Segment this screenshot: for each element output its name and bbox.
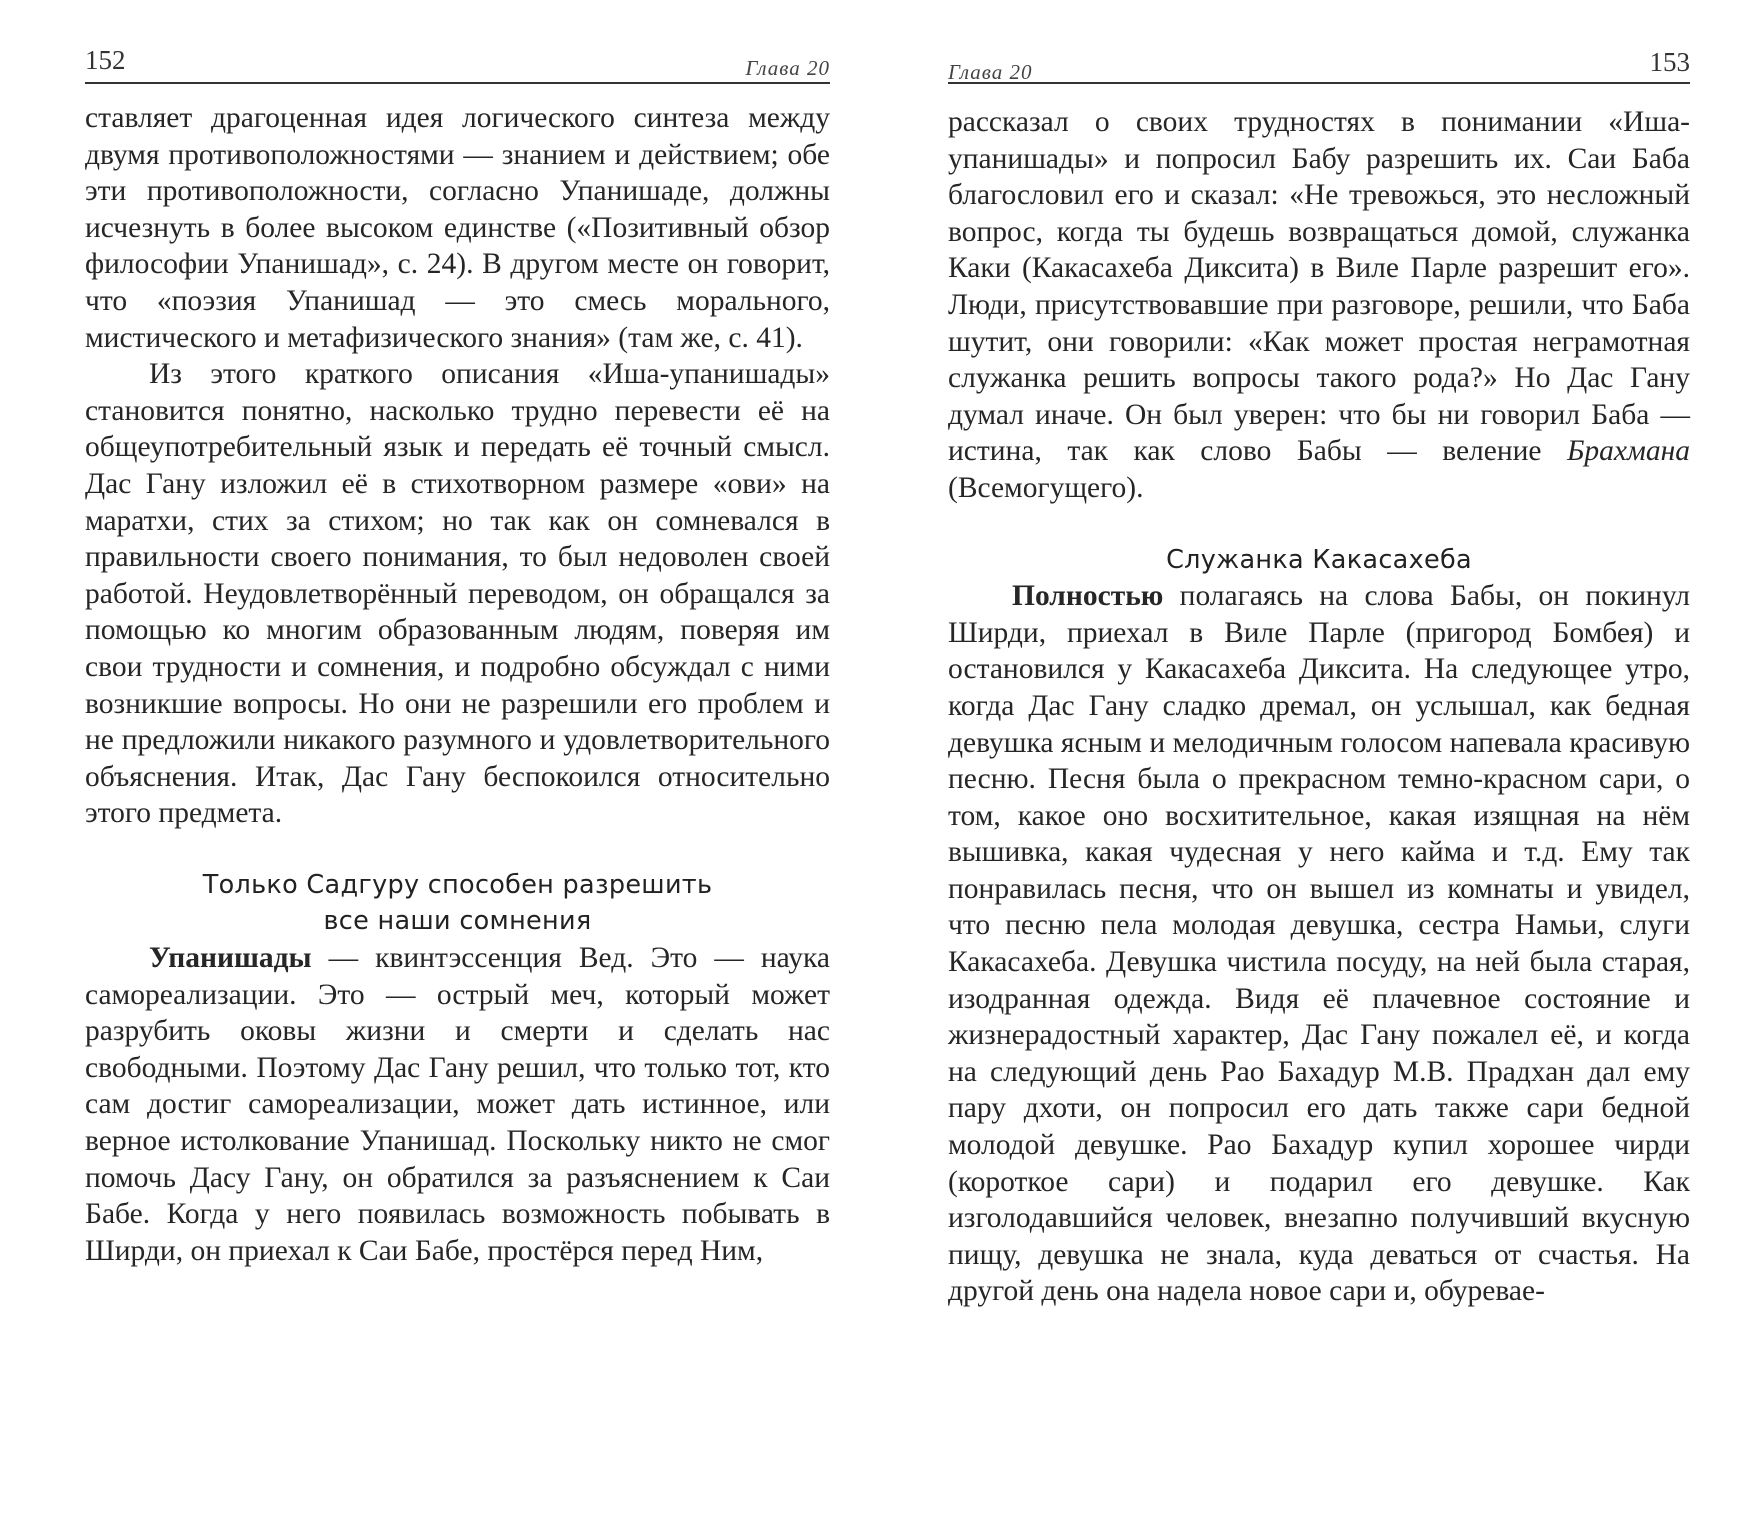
right-paragraph-1-italic: Брахмана (1567, 435, 1690, 468)
left-paragraph-2: Из этого краткого описания «Иша-упанишады» становится понятно, насколько трудно перевести её на общеупотребительный язык и передать её точный смысл. Дас Гану изложил её в стихотворном размере «ови» на маратхи, стих за стихом; но так как он сомневался в правильности своего понимания, то был недоволен своей работой. Неудовлетворённый переводом, он обращался за помощью ко многим образованным людям, поверяя им свои трудности и сомнения, и подробно обсуждал с ними возникшие вопросы. Но они не разрешили его проблем и не предложили никакого разумного и удовлетворительного объяснения. Итак, Дас Гану беспокоился относительно этого предмета. (85, 358, 830, 830)
left-paragraph-3 (85, 940, 830, 1269)
left-page-number: 152 (85, 45, 126, 75)
right-paragraph-2-lead-word: Полностью (1012, 580, 1164, 613)
right-page-number: 153 (1649, 47, 1690, 77)
left-paragraph-3-lead-word: Упанишады (149, 942, 312, 975)
right-paragraph-1-tail: (Всемогущего). (948, 471, 1144, 504)
left-running-head (85, 42, 830, 84)
right-paragraph-1 (948, 104, 1690, 507)
left-heading-line-2: все наши сомнения (323, 906, 592, 937)
right-page (948, 0, 1690, 1514)
left-paragraph-1: ставляет драгоценная идея логического синтеза между двумя противоположностями — знанием и действием; обе эти противоположности, согласно Упанишаде, должны исчезнуть в более высоком единстве («Позитивный обзор философии Упанишад», с. 24). В другом месте он говорит, что «поэзия Упанишад — это смесь морального, мистического и метафизического знания» (там же, с. 41). (85, 102, 830, 354)
right-chapter-label: Глава 20 (948, 60, 1033, 84)
right-running-head (948, 42, 1690, 84)
left-heading-line-1: Только Садгуру способен разрешить (202, 869, 713, 900)
right-paragraph-2-text: полагаясь на слова Бабы, он покинул Ширди, приехал в Виле Парле (пригород Бомбея) и остановился у Какасахеба Диксита. На следующее утро, когда Дас Гану сладко дремал, он услышал, как бедная девушка ясным и мелодичным голосом напевала красивую песню. Песня была о прекрасном темно-красном сари, о том, какое оно восхитительное, какая изящная на нём вышивка, какая чудесная у него кайма и т.д. Ему так понравилась песня, что он вышел из комнаты и увидел, что песню пела молодая девушка, сестра Намьи, слуги Какасахеба. Девушка чистила посуду, на ней была старая, изодранная одежда. Видя её плачевное состояние и жизнерадостный характер, Дас Гану пожалел её, и когда на следующий день Рао Бахадур М.В. Прадхан дал ему пару дхоти, он попросил его дать также сари бедной молодой девушке. Рао Бахадур купил хорошее чирди (короткое сари) и подарил его девушке. Как изголодавшийся человек, внезапно получивший вкусную пищу, девушка не знала, куда деваться от счастья. На другой день она надела новое сари и, обуревае- (948, 580, 1690, 1308)
right-paragraph-1-text: рассказал о своих трудностях в понимании «Иша-упанишады» и попросил Бабу разрешить их. Саи Баба благословил его и сказал: «Не тревожься, это несложный вопрос, когда ты будешь возвращаться домой, служанка Каки (Какасахеба Диксита) в Виле Парле разрешит его». Люди, присутствовавшие при разговоре, решили, что Баба шутит, они говорили: «Как может простая неграмотная служанка решить вопросы такого рода?» Но Дас Гану думал иначе. Он был уверен: что бы ни говорил Баба — истина, так как слово Бабы — веление (948, 106, 1690, 468)
right-paragraph-2 (948, 578, 1690, 1310)
right-section-heading: Служанка Какасахеба (1166, 544, 1472, 575)
left-body-text (85, 100, 830, 1269)
left-page (85, 0, 830, 1514)
right-body-text (948, 104, 1690, 1310)
left-chapter-label: Глава 20 (745, 56, 830, 80)
left-paragraph-3-text: — квинтэссенция Вед. Это — наука самореализации. Это — острый меч, который может разрубить оковы жизни и смерти и сделать нас свободными. Поэтому Дас Гану решил, что только тот, кто сам достиг самореализации, может дать истинное, или верное истолкование Упанишад. Поскольку никто не смог помочь Дасу Гану, он обратился за разъяснением к Саи Бабе. Когда у него появилась возможность побывать в Ширди, он приехал к Саи Бабе, простёрся перед Ним, (85, 942, 830, 1267)
left-section-heading (85, 867, 830, 940)
